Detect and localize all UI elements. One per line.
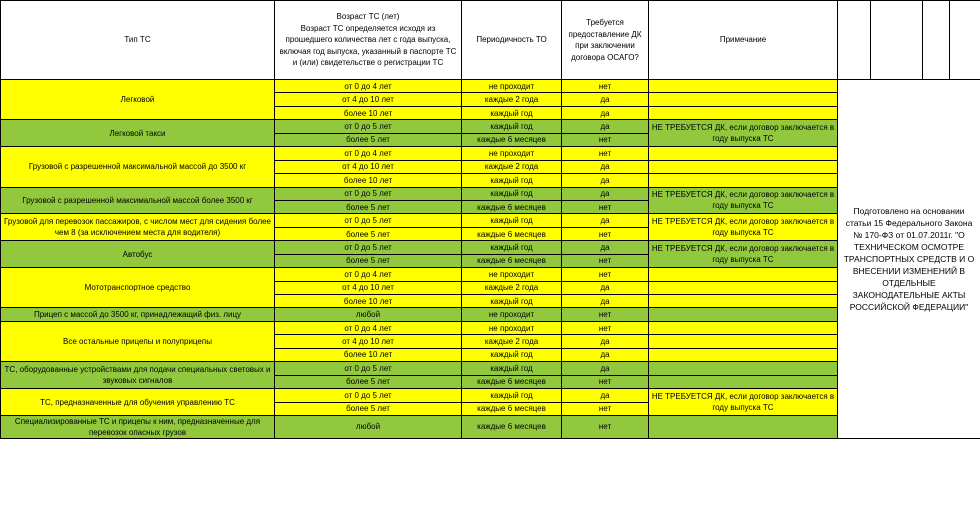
age-cell: от 4 до 10 лет (275, 160, 462, 173)
age-cell: более 5 лет (275, 133, 462, 146)
period-cell: каждый год (462, 295, 562, 308)
vehicle-type-cell: Легковой (1, 80, 275, 120)
table-row (1, 214, 980, 227)
table-row (1, 415, 980, 438)
age-cell: от 4 до 10 лет (275, 93, 462, 106)
required-cell: нет (562, 133, 649, 146)
age-cell: от 0 до 4 лет (275, 268, 462, 281)
vehicle-type-cell: Автобус (1, 241, 275, 268)
age-cell: от 0 до 4 лет (275, 321, 462, 334)
table-row (1, 268, 980, 281)
header-period: Периодичность ТО (462, 1, 562, 80)
period-cell: не проходит (462, 308, 562, 321)
vehicle-type-cell: ТС, оборудованные устройствами для подачи специальных световых и звуковых сигналов (1, 362, 275, 389)
period-cell: каждые 6 месяцев (462, 415, 562, 438)
vehicle-type-cell: Специализированные ТС и прицепы к ним, предназначенные для перевозок опасных грузов (1, 415, 275, 438)
note-cell (649, 295, 838, 308)
note-cell: НЕ ТРЕБУЕТСЯ ДК, если договор заключается в году выпуска ТС (649, 241, 838, 268)
table-row (1, 120, 980, 133)
vehicle-type-cell: ТС, предназначенные для обучения управлению ТС (1, 389, 275, 416)
age-cell: более 5 лет (275, 402, 462, 415)
period-cell: каждые 6 месяцев (462, 402, 562, 415)
age-cell: более 10 лет (275, 106, 462, 119)
age-cell: от 4 до 10 лет (275, 281, 462, 294)
required-cell: нет (562, 375, 649, 388)
note-cell (649, 308, 838, 321)
period-cell: каждые 6 месяцев (462, 133, 562, 146)
period-cell: не проходит (462, 321, 562, 334)
vehicle-type-cell: Грузовой с разрешенной максимальной массой более 3500 кг (1, 187, 275, 214)
header-type: Тип ТС (1, 1, 275, 80)
header-note: Примечание (649, 1, 838, 80)
note-cell (649, 362, 838, 375)
vehicle-type-cell: Грузовой с разрешенной максимальной массой до 3500 кг (1, 147, 275, 187)
note-cell: НЕ ТРЕБУЕТСЯ ДК, если договор заключается в году выпуска ТС (649, 214, 838, 241)
required-cell: да (562, 281, 649, 294)
vehicle-type-cell: Все остальные прицепы и полуприцепы (1, 321, 275, 361)
required-cell: да (562, 348, 649, 361)
age-cell: от 0 до 4 лет (275, 147, 462, 160)
period-cell: каждые 6 месяцев (462, 227, 562, 240)
table-row (1, 321, 980, 334)
period-cell: каждые 6 месяцев (462, 375, 562, 388)
period-cell: каждые 2 года (462, 93, 562, 106)
period-cell: каждый год (462, 174, 562, 187)
note-cell (649, 174, 838, 187)
table-row (1, 80, 980, 93)
table-row (1, 362, 980, 375)
required-cell: да (562, 106, 649, 119)
required-cell: нет (562, 268, 649, 281)
required-cell: нет (562, 321, 649, 334)
period-cell: каждый год (462, 187, 562, 200)
table-row (1, 147, 980, 160)
table-row (1, 187, 980, 200)
age-cell: любой (275, 415, 462, 438)
age-cell: от 0 до 5 лет (275, 362, 462, 375)
note-cell (649, 281, 838, 294)
note-cell (649, 375, 838, 388)
period-cell: каждые 6 месяцев (462, 254, 562, 267)
age-cell: от 0 до 5 лет (275, 187, 462, 200)
required-cell: нет (562, 80, 649, 93)
required-cell: да (562, 295, 649, 308)
age-cell: более 5 лет (275, 254, 462, 267)
age-cell: от 0 до 5 лет (275, 241, 462, 254)
required-cell: да (562, 120, 649, 133)
table-row (1, 389, 980, 402)
period-cell: каждый год (462, 389, 562, 402)
required-cell: нет (562, 147, 649, 160)
header-blank-col (871, 1, 923, 80)
required-cell: да (562, 241, 649, 254)
note-cell: НЕ ТРЕБУЕТСЯ ДК, если договор заключается в году выпуска ТС (649, 389, 838, 416)
required-cell: нет (562, 308, 649, 321)
required-cell: да (562, 174, 649, 187)
note-cell (649, 80, 838, 93)
header-blank-col (950, 1, 980, 80)
required-cell: да (562, 160, 649, 173)
required-cell: нет (562, 200, 649, 213)
required-cell: нет (562, 254, 649, 267)
required-cell: нет (562, 227, 649, 240)
period-cell: каждый год (462, 106, 562, 119)
required-cell: да (562, 335, 649, 348)
table-row (1, 308, 980, 321)
vehicle-type-cell: Прицеп с массой до 3500 кг, принадлежащий физ. лицу (1, 308, 275, 321)
age-cell: от 0 до 4 лет (275, 80, 462, 93)
header-required: Требуется предоставление ДК при заключении договора ОСАГО? (562, 1, 649, 80)
note-cell (649, 335, 838, 348)
note-cell (649, 147, 838, 160)
period-cell: не проходит (462, 147, 562, 160)
header-blank-col (838, 1, 871, 80)
note-cell (649, 160, 838, 173)
required-cell: да (562, 93, 649, 106)
period-cell: каждый год (462, 214, 562, 227)
period-cell: каждый год (462, 362, 562, 375)
required-cell: нет (562, 415, 649, 438)
age-cell: от 4 до 10 лет (275, 335, 462, 348)
legal-basis-note: Подготовлено на основании статьи 15 Федерального Закона № 170-ФЗ от 01.07.2011г. "О ТЕХНИЧЕСКОМ ОСМОТРЕ ТРАНСПОРТНЫХ СРЕДСТВ И О ВНЕСЕНИИ ИЗМЕНЕНИЙ В ОТДЕЛЬНЫЕ ЗАКОНОДАТЕЛЬНЫЕ АКТЫ РОССИЙСКОЙ ФЕДЕРАЦИИ" (838, 80, 980, 439)
note-cell (649, 268, 838, 281)
table-row (1, 241, 980, 254)
note-cell (649, 93, 838, 106)
note-cell (649, 106, 838, 119)
age-cell: более 5 лет (275, 200, 462, 213)
note-cell (649, 415, 838, 438)
period-cell: каждые 6 месяцев (462, 200, 562, 213)
age-cell: любой (275, 308, 462, 321)
age-cell: более 10 лет (275, 295, 462, 308)
age-cell: более 10 лет (275, 174, 462, 187)
vehicle-type-cell: Мототранспортное средство (1, 268, 275, 308)
period-cell: каждые 2 года (462, 335, 562, 348)
required-cell: да (562, 362, 649, 375)
age-cell: более 5 лет (275, 227, 462, 240)
note-cell: НЕ ТРЕБУЕТСЯ ДК, если договор заключается в году выпуска ТС (649, 120, 838, 147)
period-cell: каждый год (462, 348, 562, 361)
required-cell: нет (562, 402, 649, 415)
age-cell: от 0 до 5 лет (275, 120, 462, 133)
required-cell: да (562, 389, 649, 402)
age-cell: более 10 лет (275, 348, 462, 361)
vehicle-type-cell: Грузовой для перевозок пассажиров, с числом мест для сидения более чем 8 (за исключением места для водителя) (1, 214, 275, 241)
required-cell: да (562, 214, 649, 227)
note-cell: НЕ ТРЕБУЕТСЯ ДК, если договор заключается в году выпуска ТС (649, 187, 838, 214)
required-cell: да (562, 187, 649, 200)
header-row (1, 1, 980, 80)
vehicle-type-cell: Легковой такси (1, 120, 275, 147)
age-cell: от 0 до 5 лет (275, 389, 462, 402)
period-cell: каждый год (462, 241, 562, 254)
period-cell: каждые 2 года (462, 281, 562, 294)
note-cell (649, 348, 838, 361)
period-cell: каждые 2 года (462, 160, 562, 173)
header-age: Возраст ТС (лет) Возраст ТС определяется исходя из прошедшего количества лет с года выпуска, включая год выпуска, указанный в паспорте ТС и (или) свидетельстве о регистрации ТС (275, 1, 462, 80)
header-blank-col (923, 1, 950, 80)
age-cell: от 0 до 5 лет (275, 214, 462, 227)
note-cell (649, 321, 838, 334)
period-cell: каждый год (462, 120, 562, 133)
period-cell: не проходит (462, 268, 562, 281)
period-cell: не проходит (462, 80, 562, 93)
age-cell: более 5 лет (275, 375, 462, 388)
